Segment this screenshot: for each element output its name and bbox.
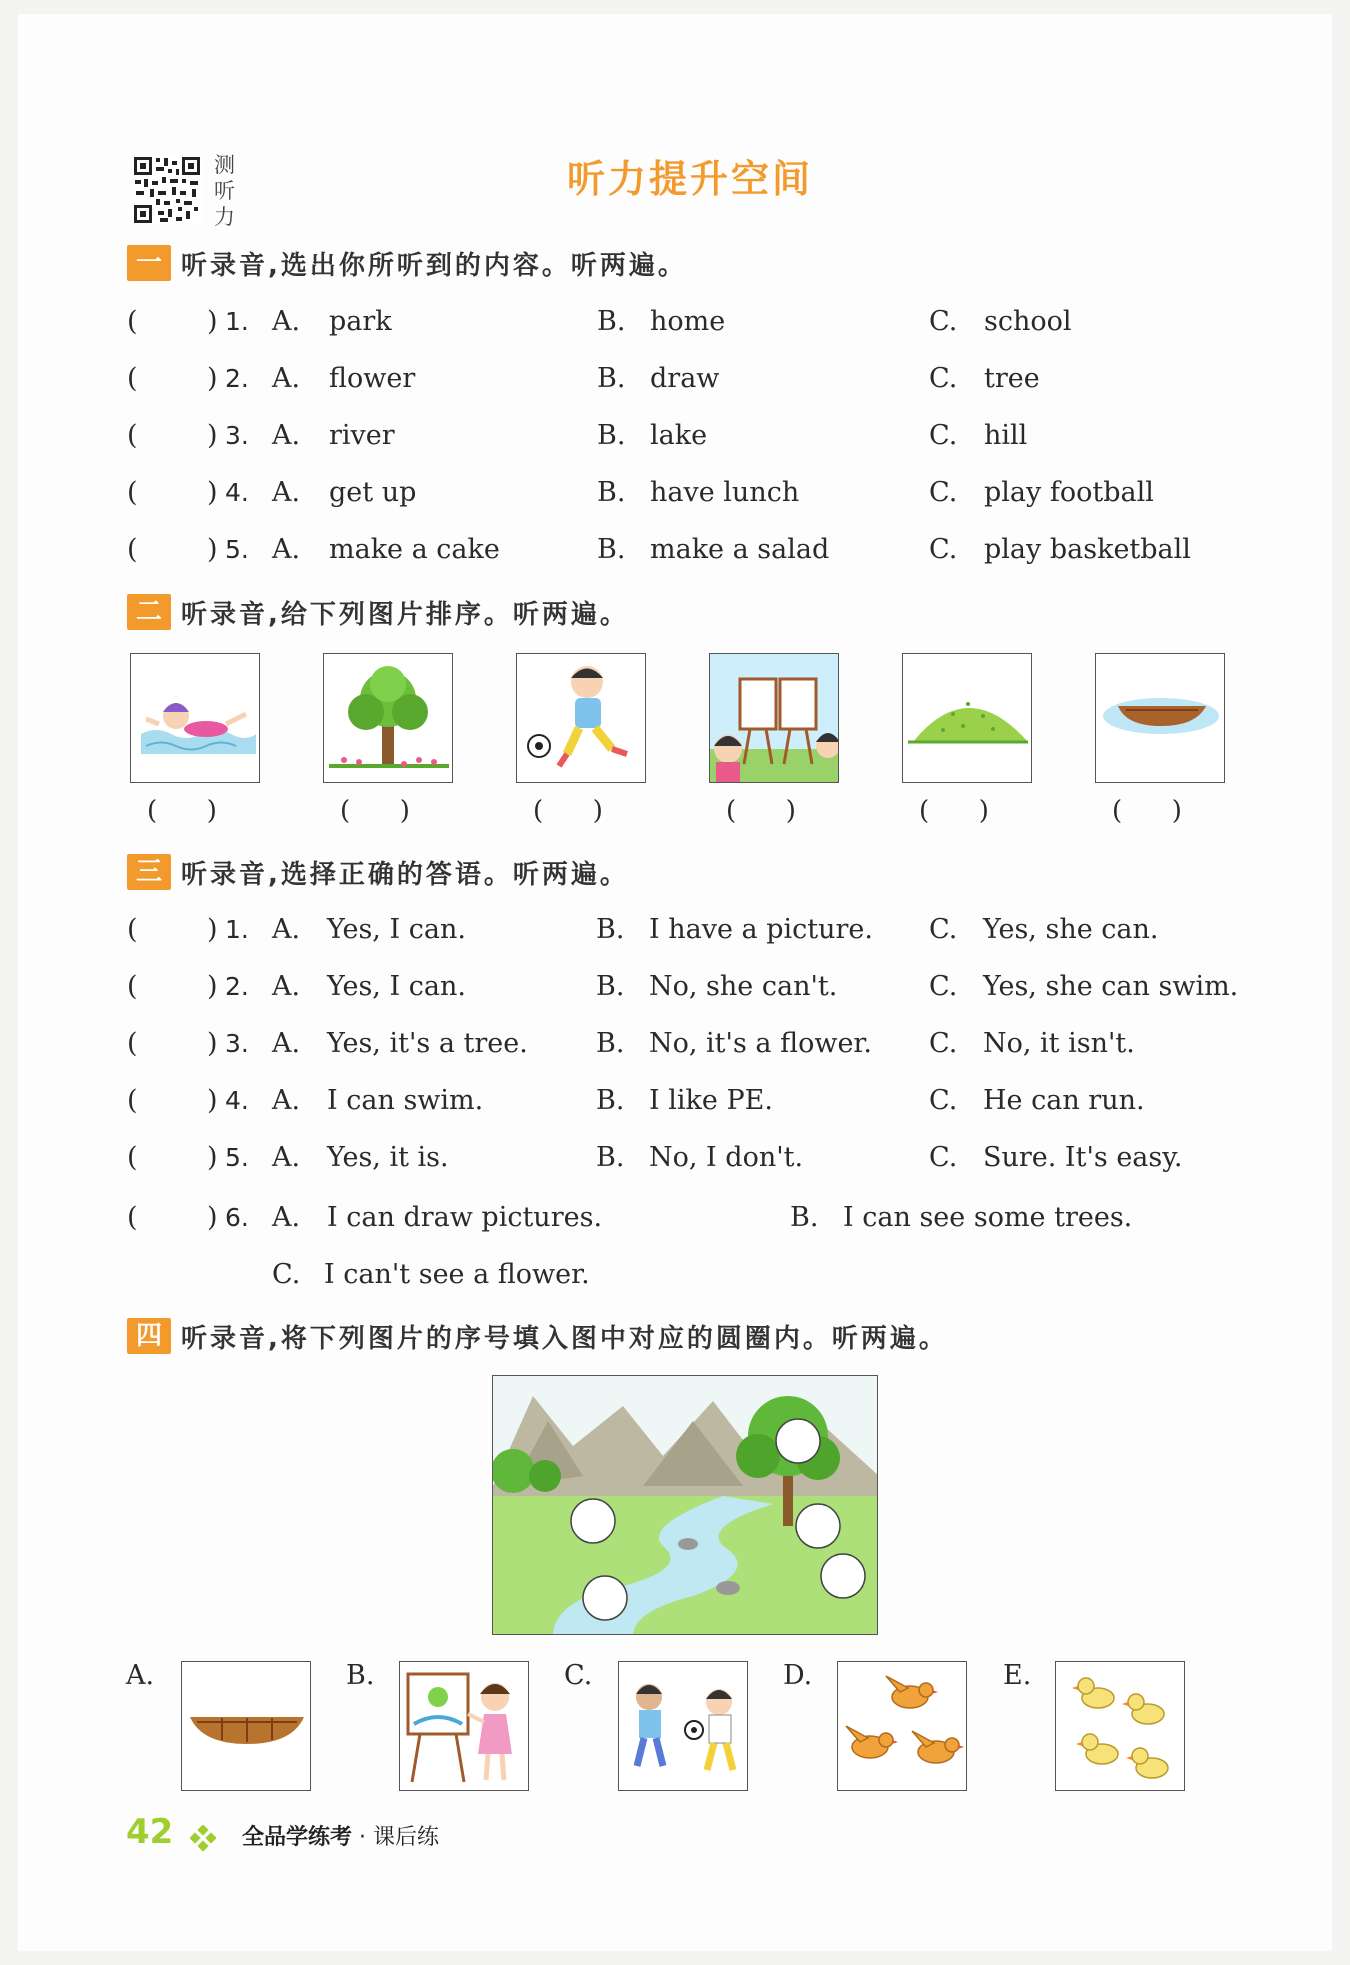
footer-separator: · bbox=[359, 1825, 367, 1850]
qr-label-char: 测 bbox=[214, 153, 235, 177]
tree-icon bbox=[324, 654, 453, 783]
section-instruction: 听录音,给下列图片排序。听两遍。 bbox=[181, 599, 629, 630]
answer-paren-right[interactable]: ) bbox=[207, 306, 218, 337]
option-letter-a: A. bbox=[272, 914, 301, 945]
option-c: Yes, she can swim. bbox=[983, 971, 1239, 1002]
option-a: Yes, it's a tree. bbox=[327, 1028, 528, 1059]
boat-icon bbox=[182, 1662, 311, 1791]
answer-blank[interactable]: ( ) bbox=[726, 796, 796, 826]
section-instruction: 听录音,选择正确的答语。听两遍。 bbox=[181, 859, 629, 890]
answer-blank[interactable]: ( ) bbox=[533, 796, 603, 826]
question-number: 1. bbox=[225, 307, 249, 336]
answer-paren-left[interactable]: ( bbox=[127, 914, 138, 945]
girl-painting-icon bbox=[400, 1662, 529, 1791]
section-number-badge: 四 bbox=[127, 1318, 171, 1354]
answer-paren-right[interactable]: ) bbox=[207, 971, 218, 1002]
option-b: I can see some trees. bbox=[843, 1202, 1133, 1233]
option-letter-c: C. bbox=[929, 1085, 958, 1116]
option-b: I like PE. bbox=[649, 1085, 773, 1116]
section-3-heading bbox=[127, 852, 629, 892]
page-number: 42 bbox=[126, 1812, 174, 1852]
answer-blank[interactable]: ( ) bbox=[1112, 796, 1182, 826]
option-c: school bbox=[984, 306, 1072, 337]
option-a: Yes, I can. bbox=[327, 971, 466, 1002]
boat-icon bbox=[1096, 654, 1225, 783]
footer-text bbox=[242, 1820, 439, 1851]
question-number: 2. bbox=[225, 364, 249, 393]
option-b: make a salad bbox=[650, 534, 830, 565]
question-row-6 bbox=[127, 1198, 1247, 1238]
option-c: No, it isn't. bbox=[983, 1028, 1135, 1059]
question-number: 3. bbox=[225, 421, 249, 450]
option-a-picture bbox=[181, 1661, 311, 1791]
picture-tree bbox=[323, 653, 453, 783]
question-number: 2. bbox=[225, 972, 249, 1001]
section-2-heading bbox=[127, 592, 629, 632]
option-b-picture bbox=[399, 1661, 529, 1791]
option-letter-a: A. bbox=[272, 1085, 301, 1116]
option-letter: D. bbox=[783, 1660, 813, 1691]
footer-subtitle: 课后练 bbox=[373, 1825, 440, 1850]
answer-paren-left[interactable]: ( bbox=[127, 534, 138, 565]
page-title: 听力提升空间 bbox=[566, 157, 813, 201]
answer-paren-left[interactable]: ( bbox=[127, 306, 138, 337]
picture-painting bbox=[709, 653, 839, 783]
option-letter-b: B. bbox=[597, 534, 626, 565]
question-row bbox=[127, 967, 1247, 1007]
answer-paren-right[interactable]: ) bbox=[207, 477, 218, 508]
option-e-picture bbox=[1055, 1661, 1185, 1791]
answer-paren-right[interactable]: ) bbox=[207, 1028, 218, 1059]
hill-icon bbox=[903, 654, 1032, 783]
question-row bbox=[127, 1081, 1247, 1121]
option-letter-c: C. bbox=[929, 420, 958, 451]
section-instruction: 听录音,将下列图片的序号填入图中对应的圆圈内。听两遍。 bbox=[181, 1323, 948, 1354]
answer-paren-right[interactable]: ) bbox=[207, 420, 218, 451]
answer-paren-left[interactable]: ( bbox=[127, 1142, 138, 1173]
answer-paren-right[interactable]: ) bbox=[207, 914, 218, 945]
option-letter-a: A. bbox=[272, 420, 301, 451]
option-b: I have a picture. bbox=[649, 914, 873, 945]
option-b: lake bbox=[650, 420, 708, 451]
option-letter-a: A. bbox=[272, 363, 301, 394]
section-number-badge: 三 bbox=[127, 854, 171, 890]
answer-paren-left[interactable]: ( bbox=[127, 971, 138, 1002]
question-row bbox=[127, 1138, 1247, 1178]
option-letter-b: B. bbox=[596, 1028, 625, 1059]
section-instruction: 听录音,选出你所听到的内容。听两遍。 bbox=[181, 250, 687, 281]
option-letter-a: A. bbox=[272, 971, 301, 1002]
question-number: 3. bbox=[225, 1029, 249, 1058]
question-number: 1. bbox=[225, 915, 249, 944]
picture-hill bbox=[902, 653, 1032, 783]
option-a: I can draw pictures. bbox=[327, 1202, 603, 1233]
option-a: park bbox=[329, 306, 392, 337]
question-number: 5. bbox=[225, 1143, 249, 1172]
option-letter: B. bbox=[346, 1660, 375, 1691]
question-row-6-continued bbox=[127, 1255, 1247, 1295]
option-letter-c: C. bbox=[929, 971, 958, 1002]
option-b: draw bbox=[650, 363, 720, 394]
answer-blank[interactable]: ( ) bbox=[340, 796, 410, 826]
qr-label bbox=[214, 152, 240, 230]
answer-paren-left[interactable]: ( bbox=[127, 1085, 138, 1116]
landscape-scene-icon bbox=[493, 1376, 878, 1635]
option-letter: E. bbox=[1003, 1660, 1032, 1691]
question-row bbox=[127, 416, 1247, 456]
option-a: I can swim. bbox=[327, 1085, 484, 1116]
option-letter: C. bbox=[564, 1660, 593, 1691]
question-number: 6. bbox=[225, 1203, 249, 1232]
question-number: 5. bbox=[225, 535, 249, 564]
question-row bbox=[127, 473, 1247, 513]
option-c: hill bbox=[984, 420, 1028, 451]
question-number: 4. bbox=[225, 1086, 249, 1115]
option-a: Yes, I can. bbox=[327, 914, 466, 945]
qr-label-char: 力 bbox=[214, 205, 235, 229]
option-letter-c: C. bbox=[929, 534, 958, 565]
section-number-badge: 二 bbox=[127, 594, 171, 630]
answer-paren-right[interactable]: ) bbox=[207, 1202, 218, 1233]
ducks-icon bbox=[1056, 1662, 1185, 1791]
option-c: tree bbox=[984, 363, 1040, 394]
birds-icon bbox=[838, 1662, 967, 1791]
answer-paren-left[interactable]: ( bbox=[127, 1028, 138, 1059]
option-c-picture bbox=[618, 1661, 748, 1791]
option-letter-b: B. bbox=[597, 420, 626, 451]
answer-paren-right[interactable]: ) bbox=[207, 1142, 218, 1173]
option-letter-a: A. bbox=[272, 477, 301, 508]
answer-paren-right[interactable]: ) bbox=[207, 534, 218, 565]
answer-paren-left[interactable]: ( bbox=[127, 420, 138, 451]
option-d-picture bbox=[837, 1661, 967, 1791]
option-a: flower bbox=[329, 363, 416, 394]
qr-label-char: 听 bbox=[214, 179, 235, 203]
option-letter-c: C. bbox=[929, 1142, 958, 1173]
option-letter-a: A. bbox=[272, 306, 301, 337]
option-c: play football bbox=[984, 477, 1154, 508]
question-row bbox=[127, 910, 1247, 950]
picture-swimming bbox=[130, 653, 260, 783]
option-letter-a: A. bbox=[272, 1142, 301, 1173]
option-c: play basketball bbox=[984, 534, 1191, 565]
answer-paren-right[interactable]: ) bbox=[207, 363, 218, 394]
answer-paren-left[interactable]: ( bbox=[127, 1202, 138, 1233]
question-row bbox=[127, 359, 1247, 399]
option-letter-c: C. bbox=[929, 363, 958, 394]
option-letter-a: A. bbox=[272, 1202, 301, 1233]
option-a: make a cake bbox=[329, 534, 500, 565]
option-letter-a: A. bbox=[272, 1028, 301, 1059]
answer-blank[interactable]: ( ) bbox=[919, 796, 989, 826]
section-4-heading bbox=[127, 1316, 948, 1356]
picture-football bbox=[516, 653, 646, 783]
option-b: home bbox=[650, 306, 726, 337]
swimming-child-icon bbox=[131, 654, 260, 783]
option-c: Sure. It's easy. bbox=[983, 1142, 1183, 1173]
option-a: Yes, it is. bbox=[327, 1142, 449, 1173]
option-letter-b: B. bbox=[597, 477, 626, 508]
option-letter-b: B. bbox=[596, 1085, 625, 1116]
footer-brand: 全品学练考 bbox=[242, 1825, 353, 1850]
option-letter-c: C. bbox=[929, 306, 958, 337]
section-1-heading bbox=[127, 243, 687, 283]
option-b: have lunch bbox=[650, 477, 800, 508]
question-number: 4. bbox=[225, 478, 249, 507]
option-letter-b: B. bbox=[596, 971, 625, 1002]
option-letter-a: A. bbox=[272, 534, 301, 565]
diamond-logo-icon bbox=[190, 1825, 216, 1851]
option-letter-b: B. bbox=[790, 1202, 819, 1233]
option-letter-c: C. bbox=[272, 1259, 301, 1290]
option-a: river bbox=[329, 420, 395, 451]
option-a: get up bbox=[329, 477, 417, 508]
question-row bbox=[127, 302, 1247, 342]
option-letter-b: B. bbox=[596, 914, 625, 945]
football-boy-icon bbox=[517, 654, 646, 783]
picture-boat bbox=[1095, 653, 1225, 783]
option-letter-b: B. bbox=[597, 363, 626, 394]
option-letter-b: B. bbox=[597, 306, 626, 337]
section-number-badge: 一 bbox=[127, 245, 171, 281]
option-b: No, I don't. bbox=[649, 1142, 804, 1173]
answer-paren-right[interactable]: ) bbox=[207, 1085, 218, 1116]
answer-paren-left[interactable]: ( bbox=[127, 477, 138, 508]
question-row bbox=[127, 530, 1247, 570]
option-b: No, she can't. bbox=[649, 971, 838, 1002]
option-letter-c: C. bbox=[929, 914, 958, 945]
option-c: He can run. bbox=[983, 1085, 1145, 1116]
answer-blank[interactable]: ( ) bbox=[147, 796, 217, 826]
option-letter-c: C. bbox=[929, 477, 958, 508]
landscape-scene bbox=[492, 1375, 878, 1635]
painting-children-icon bbox=[710, 654, 839, 783]
question-row bbox=[127, 1024, 1247, 1064]
qr-code-icon[interactable] bbox=[132, 155, 202, 225]
answer-paren-left[interactable]: ( bbox=[127, 363, 138, 394]
option-c: I can't see a flower. bbox=[324, 1259, 590, 1290]
option-c: Yes, she can. bbox=[983, 914, 1159, 945]
boys-football-icon bbox=[619, 1662, 748, 1791]
option-letter-b: B. bbox=[596, 1142, 625, 1173]
option-b: No, it's a flower. bbox=[649, 1028, 872, 1059]
option-letter: A. bbox=[126, 1660, 155, 1691]
option-letter-c: C. bbox=[929, 1028, 958, 1059]
